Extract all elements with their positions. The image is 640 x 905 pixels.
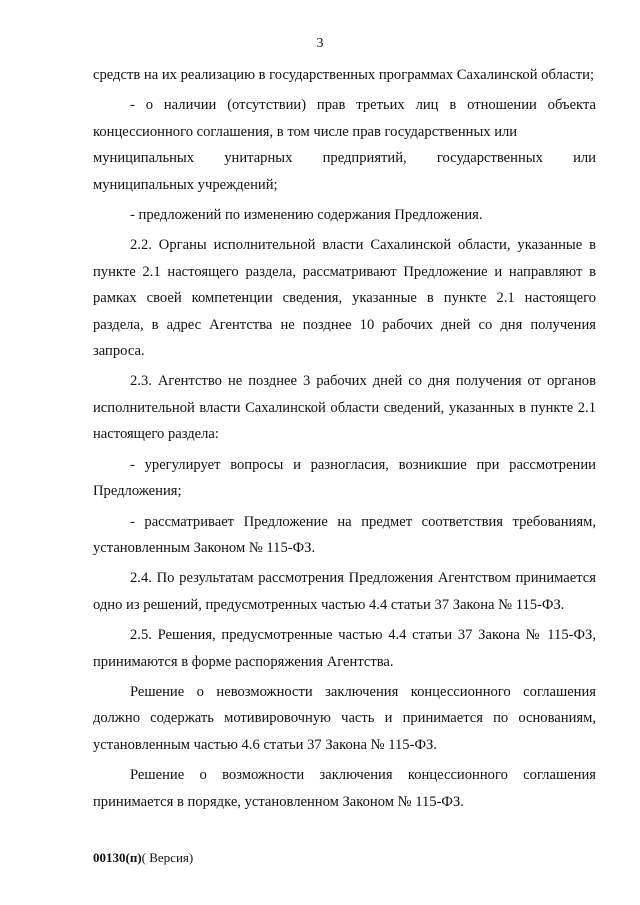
list-item-third-party-rights: - о наличии (отсутствии) прав третьих лиц в отношении объекта концессионного соглашения, в том числе прав государственных или: [93, 97, 596, 140]
word: муниципальных: [93, 150, 195, 167]
paragraph-2-3: 2.3. Агентство не позднее 3 рабочих дней со дня получения от органов исполнительной власти Сахалинской области сведений, указанных в пункте 2.1 настоящего раздела:: [93, 373, 596, 443]
word: государственных: [436, 150, 543, 167]
word: унитарных: [224, 150, 293, 167]
document-footer: [93, 850, 193, 866]
list-item-resolve-issues: - урегулирует вопросы и разногласия, возникшие при рассмотрении Предложения;: [93, 456, 596, 500]
list-item-continuation: муниципальных учреждений;: [93, 176, 278, 193]
justified-line: [93, 145, 596, 171]
list-item-proposal-changes: - предложений по изменению содержания Предложения.: [130, 207, 483, 224]
word: или: [573, 150, 596, 167]
paragraph-possibility-decision: Решение о возможности заключения концессионного соглашения принимается в порядке, установленном Законом № 115-ФЗ.: [93, 767, 596, 810]
footer-code: 00130(п): [93, 850, 142, 865]
paragraph-2-2: 2.2. Органы исполнительной власти Сахалинской области, указанные в пункте 2.1 настоящего раздела, рассматривают Предложение и направляют в рамках своей компетенции сведения, указанные в пункте 2.1 настоящего раздела, в адрес Агентства не позднее 10 рабочих дней со дня получения запроса.: [93, 237, 596, 360]
page-number: 3: [316, 36, 324, 51]
paragraph-2-4: 2.4. По результатам рассмотрения Предложения Агентством принимается одно из решений, предусмотренных частью 4.4 статьи 37 Закона № 115-ФЗ.: [93, 570, 596, 613]
word: предприятий,: [322, 150, 407, 167]
footer-version: ( Версия): [141, 850, 194, 865]
document-body: [93, 62, 596, 815]
paragraph-impossibility-decision: Решение о невозможности заключения концессионного соглашения должно содержать мотивировочную часть и принимается по основаниям, установленным частью 4.6 статьи 37 Закона № 115-ФЗ.: [93, 683, 596, 753]
paragraph-continuation: средств на их реализацию в государственных программах Сахалинской области;: [93, 67, 595, 83]
paragraph-2-5: 2.5. Решения, предусмотренные частью 4.4 статьи 37 Закона № 115-ФЗ, принимаются в форме распоряжения Агентства.: [93, 627, 596, 670]
list-item-review-proposal: - рассматривает Предложение на предмет соответствия требованиям, установленным Законом № 115-ФЗ.: [93, 513, 596, 556]
